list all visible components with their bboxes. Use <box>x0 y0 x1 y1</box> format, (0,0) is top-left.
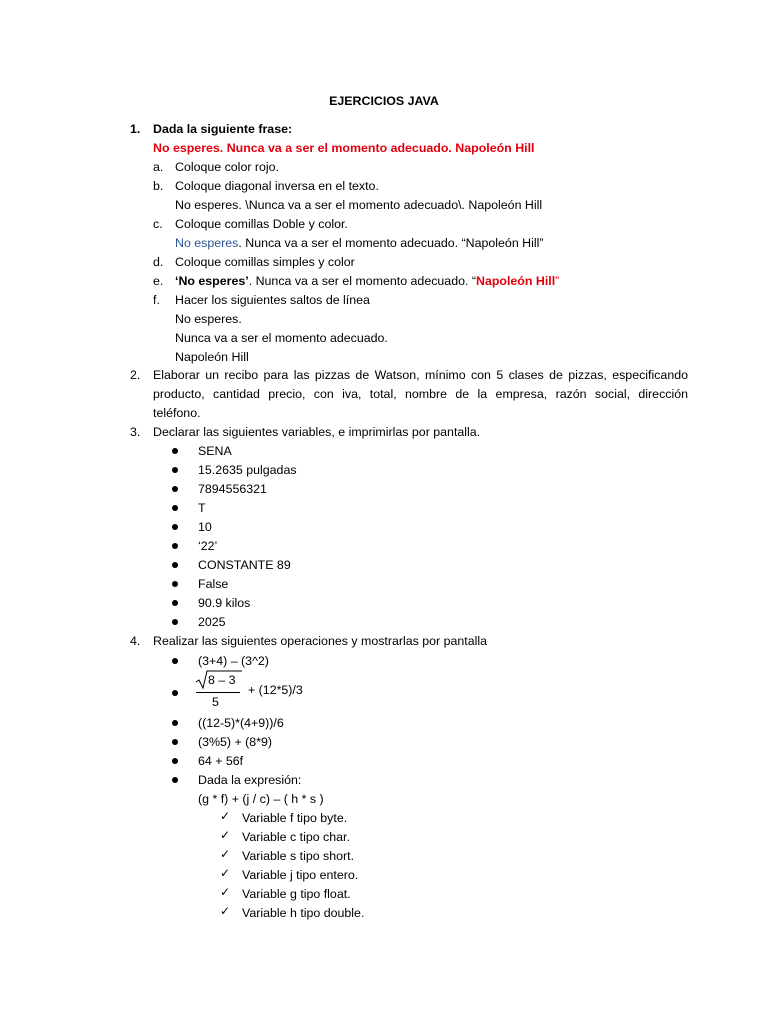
checkmark-icon: ✓ <box>220 904 231 918</box>
ex3-item: 15.2635 pulgadas <box>198 463 297 477</box>
ex4-heading: Realizar las siguientes operaciones y mostrarlas por pantalla <box>153 634 488 648</box>
ex2-number: 2. <box>130 368 141 382</box>
checkmark-icon: ✓ <box>220 809 231 823</box>
ex3-item: False <box>198 577 229 591</box>
ex4-check-item: Variable c tipo char. <box>242 830 350 844</box>
ex1-item-f-line-2: Nunca va a ser el momento adecuado. <box>175 331 388 345</box>
ex4-op3: ((12-5)*(4+9))/6 <box>198 716 284 730</box>
ex4-op4: (3%5) + (8*9) <box>198 735 273 749</box>
bullet-icon <box>172 658 178 664</box>
ex3-item: SENA <box>198 444 232 458</box>
ex4-op6-expression: (g * f) + (j / c) – ( h * s ) <box>198 792 324 806</box>
ex2-line-2: producto, cantidad precio, con iva, total, nombre de la empresa, razón social, dirección <box>153 387 688 401</box>
ex4-check-item: Variable s tipo short. <box>242 849 355 863</box>
ex3-item: CONSTANTE 89 <box>198 558 291 572</box>
checkmark-icon: ✓ <box>220 847 231 861</box>
bullet-icon <box>172 739 178 745</box>
ex4-op1: (3+4) – (3^2) <box>198 654 269 668</box>
bullet-icon <box>172 562 178 568</box>
ex1-heading: Dada la siguiente frase: <box>153 122 293 136</box>
ex1-item-a-text: Coloque color rojo. <box>175 160 280 174</box>
ex1-item-c-sample-blue: No esperes <box>175 236 239 250</box>
ex1-item-c-letter: c. <box>153 217 163 231</box>
fraction-bar <box>196 692 240 693</box>
ex1-quote: No esperes. Nunca va a ser el momento adecuado. Napoleón Hill <box>153 141 535 155</box>
bullet-icon <box>172 777 178 783</box>
ex1-item-e-sample <box>175 273 559 289</box>
bullet-icon <box>172 758 178 764</box>
checkmark-icon: ✓ <box>220 885 231 899</box>
document-title: EJERCICIOS JAVA <box>329 94 439 108</box>
ex1-item-b-text: Coloque diagonal inversa en el texto. <box>175 179 379 193</box>
checkmark-icon: ✓ <box>220 828 231 842</box>
ex4-check-item: Variable f tipo byte. <box>242 811 348 825</box>
ex1-item-e-letter: e. <box>153 274 164 288</box>
bullet-icon <box>172 505 178 511</box>
ex1-item-e-red: Napoleón Hill <box>476 274 556 288</box>
ex4-check-item: Variable h tipo double. <box>242 906 365 920</box>
ex1-item-c-sample-rest: . Nunca va a ser el momento adecuado. “Napoleón Hill” <box>238 236 544 250</box>
ex4-op2-fraction <box>196 670 242 712</box>
ex3-item: T <box>198 501 206 515</box>
ex3-item: 10 <box>198 520 212 534</box>
bullet-icon <box>172 486 178 492</box>
ex3-number: 3. <box>130 425 141 439</box>
ex4-op2-denominator: 5 <box>212 695 219 709</box>
ex1-item-d-text: Coloque comillas simples y color <box>175 255 355 269</box>
ex1-item-f-text: Hacer los siguientes saltos de línea <box>175 293 370 307</box>
bullet-icon <box>172 619 178 625</box>
ex4-op2-radicand: 8 – 3 <box>208 673 236 687</box>
ex4-check-item: Variable g tipo float. <box>242 887 351 901</box>
bullet-icon <box>172 581 178 587</box>
bullet-icon <box>172 448 178 454</box>
bullet-icon <box>172 467 178 473</box>
ex4-op6-heading: Dada la expresión: <box>198 773 302 787</box>
ex3-heading: Declarar las siguientes variables, e imprimirlas por pantalla. <box>153 425 481 439</box>
ex4-op2-rest: + (12*5)/3 <box>248 683 303 697</box>
bullet-icon <box>172 524 178 530</box>
bullet-icon <box>172 720 178 726</box>
ex1-item-c-sample <box>175 235 543 251</box>
ex4-op5: 64 + 56f <box>198 754 244 768</box>
ex4-check-item: Variable j tipo entero. <box>242 868 359 882</box>
ex1-item-e-part1: ‘No esperes’ <box>175 274 249 288</box>
bullet-icon <box>172 690 178 696</box>
ex2-line-1: Elaborar un recibo para las pizzas de Watson, mínimo con 5 clases de pizzas, especificando <box>153 368 688 382</box>
ex3-item: 90.9 kilos <box>198 596 251 610</box>
ex1-item-e-part3: ” <box>555 274 560 288</box>
bullet-icon <box>172 543 178 549</box>
ex1-item-d-letter: d. <box>153 255 164 269</box>
ex3-item: ‘22’ <box>198 539 218 553</box>
ex3-item: 7894556321 <box>198 482 267 496</box>
ex3-item: 2025 <box>198 615 226 629</box>
ex1-number: 1. <box>130 122 141 136</box>
ex1-item-a-letter: a. <box>153 160 164 174</box>
ex4-number: 4. <box>130 634 141 648</box>
bullet-icon <box>172 600 178 606</box>
ex1-item-f-line-3: Napoleón Hill <box>175 350 249 364</box>
ex1-item-f-line-1: No esperes. <box>175 312 242 326</box>
ex1-item-e-part2: . Nunca va a ser el momento adecuado. “ <box>248 274 476 288</box>
ex1-item-b-letter: b. <box>153 179 164 193</box>
ex1-item-f-letter: f. <box>153 293 160 307</box>
ex1-item-c-text: Coloque comillas Doble y color. <box>175 217 348 231</box>
checkmark-icon: ✓ <box>220 866 231 880</box>
ex1-item-b-sample: No esperes. \Nunca va a ser el momento adecuado\. Napoleón Hill <box>175 198 543 212</box>
ex2-line-3: teléfono. <box>153 406 201 420</box>
